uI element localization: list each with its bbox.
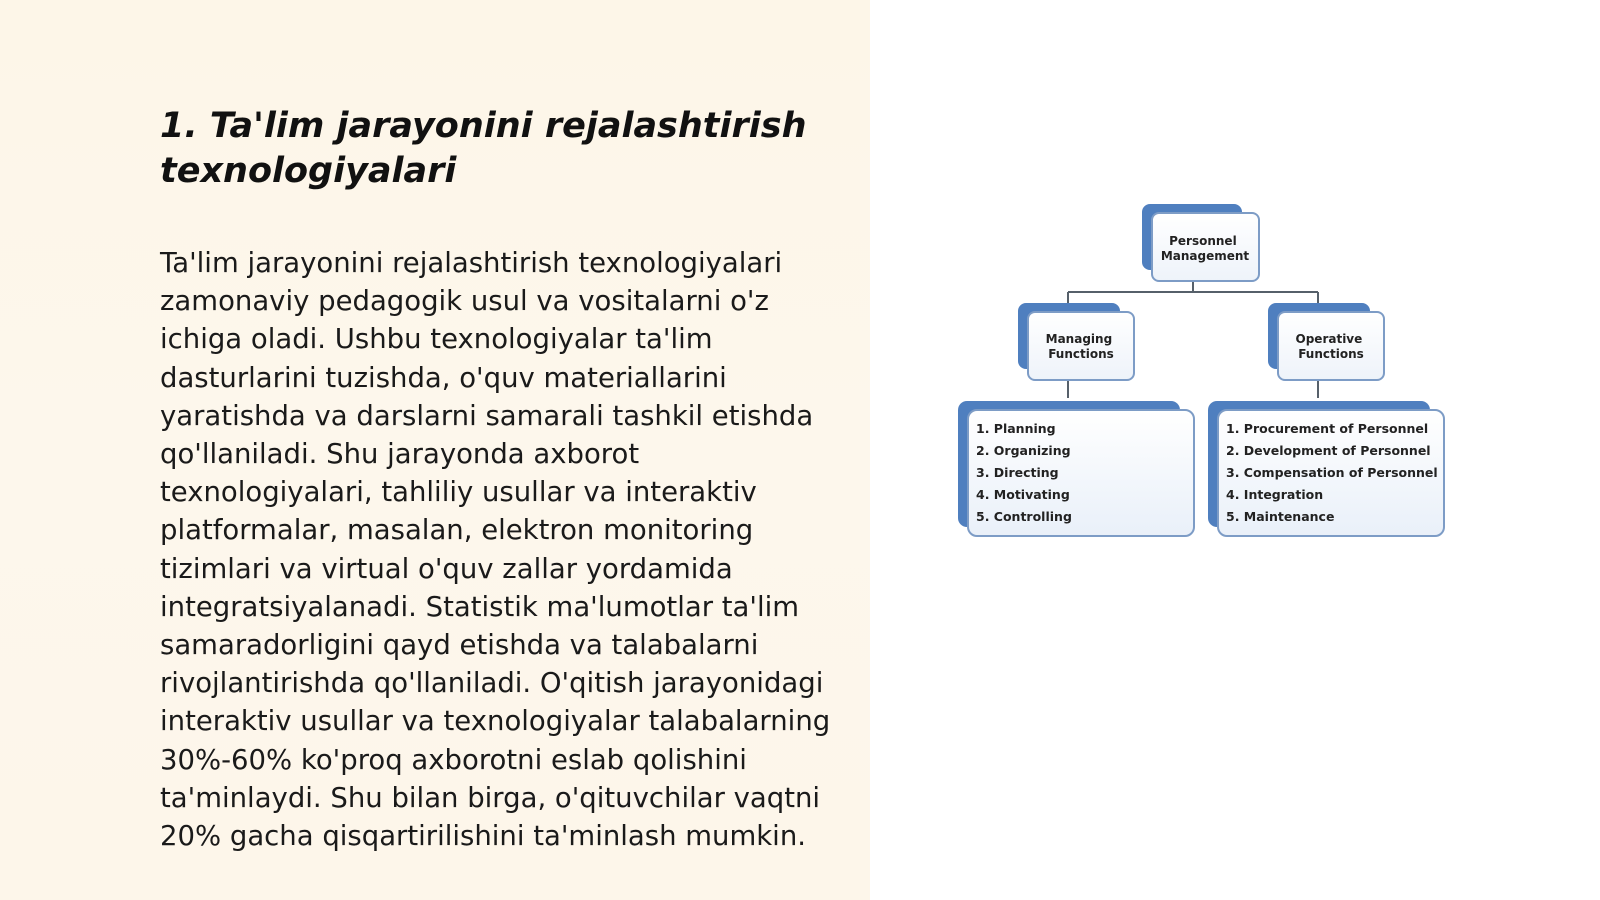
managing-item: 1. Planning bbox=[976, 421, 1056, 436]
svg-text:Managing Functions bbox=[1046, 332, 1117, 361]
svg-text:Personnel Management bbox=[1161, 234, 1250, 263]
node-operative-line-1: Operative bbox=[1295, 332, 1363, 346]
node-managing-line-2: Functions bbox=[1048, 347, 1114, 361]
svg-text:Operative Functions bbox=[1296, 332, 1367, 361]
node-personnel-management bbox=[1142, 204, 1259, 281]
operative-functions-list bbox=[1208, 401, 1444, 536]
slide-body-text: Ta'lim jarayonini rejalashtirish texnologiyalari zamonaviy pedagogik usul va vositalarni o'z ichiga oladi. Ushbu texnologiyalar ta'lim dasturlarini tuzishda, o'quv materiallarini yaratishda va darslarni samarali tashkil etishda qo'llaniladi. Shu jarayonda axborot texnologiyalari, tahliliy usullar va interaktiv platformalar, masalan, elektron monitoring tizimlari va virtual o'quv zallar yordamida integratsiyalanadi. Statistik ma'lumotlar ta'lim samaradorligini qayd etishda va talabalarni rivojlantirishda qo'llaniladi. O'qitish jarayonidagi interaktiv usullar va texnologiyalar talabalarning 30%-60% ko'proq axborotni eslab qolishini ta'minlaydi. Shu bilan birga, o'qituvchilar vaqtni 20% gacha qisqartirilishini ta'minlash mumkin. bbox=[160, 247, 831, 853]
node-operative-line-2: Functions bbox=[1298, 347, 1364, 361]
node-managing-functions bbox=[1018, 303, 1134, 380]
operative-item: 4. Integration bbox=[1226, 487, 1324, 502]
node-root-line-2: Management bbox=[1160, 249, 1250, 263]
operative-item: 5. Maintenance bbox=[1226, 509, 1335, 524]
operative-item: 1. Procurement of Personnel bbox=[1226, 421, 1429, 436]
managing-item: 5. Controlling bbox=[976, 509, 1072, 524]
operative-item: 2. Development of Personnel bbox=[1226, 443, 1431, 458]
node-root-line-1: Personnel bbox=[1169, 234, 1237, 248]
managing-item: 3. Directing bbox=[976, 465, 1059, 480]
managing-item: 4. Motivating bbox=[976, 487, 1070, 502]
operative-item: 3. Compensation of Personnel bbox=[1226, 465, 1438, 480]
node-operative-functions bbox=[1268, 303, 1384, 380]
managing-functions-list bbox=[958, 401, 1194, 536]
managing-item: 2. Organizing bbox=[976, 443, 1071, 458]
node-managing-line-1: Managing bbox=[1045, 332, 1113, 346]
slide-title: 1. Ta'lim jarayonini rejalashtirish texnologiyalari bbox=[160, 106, 807, 191]
